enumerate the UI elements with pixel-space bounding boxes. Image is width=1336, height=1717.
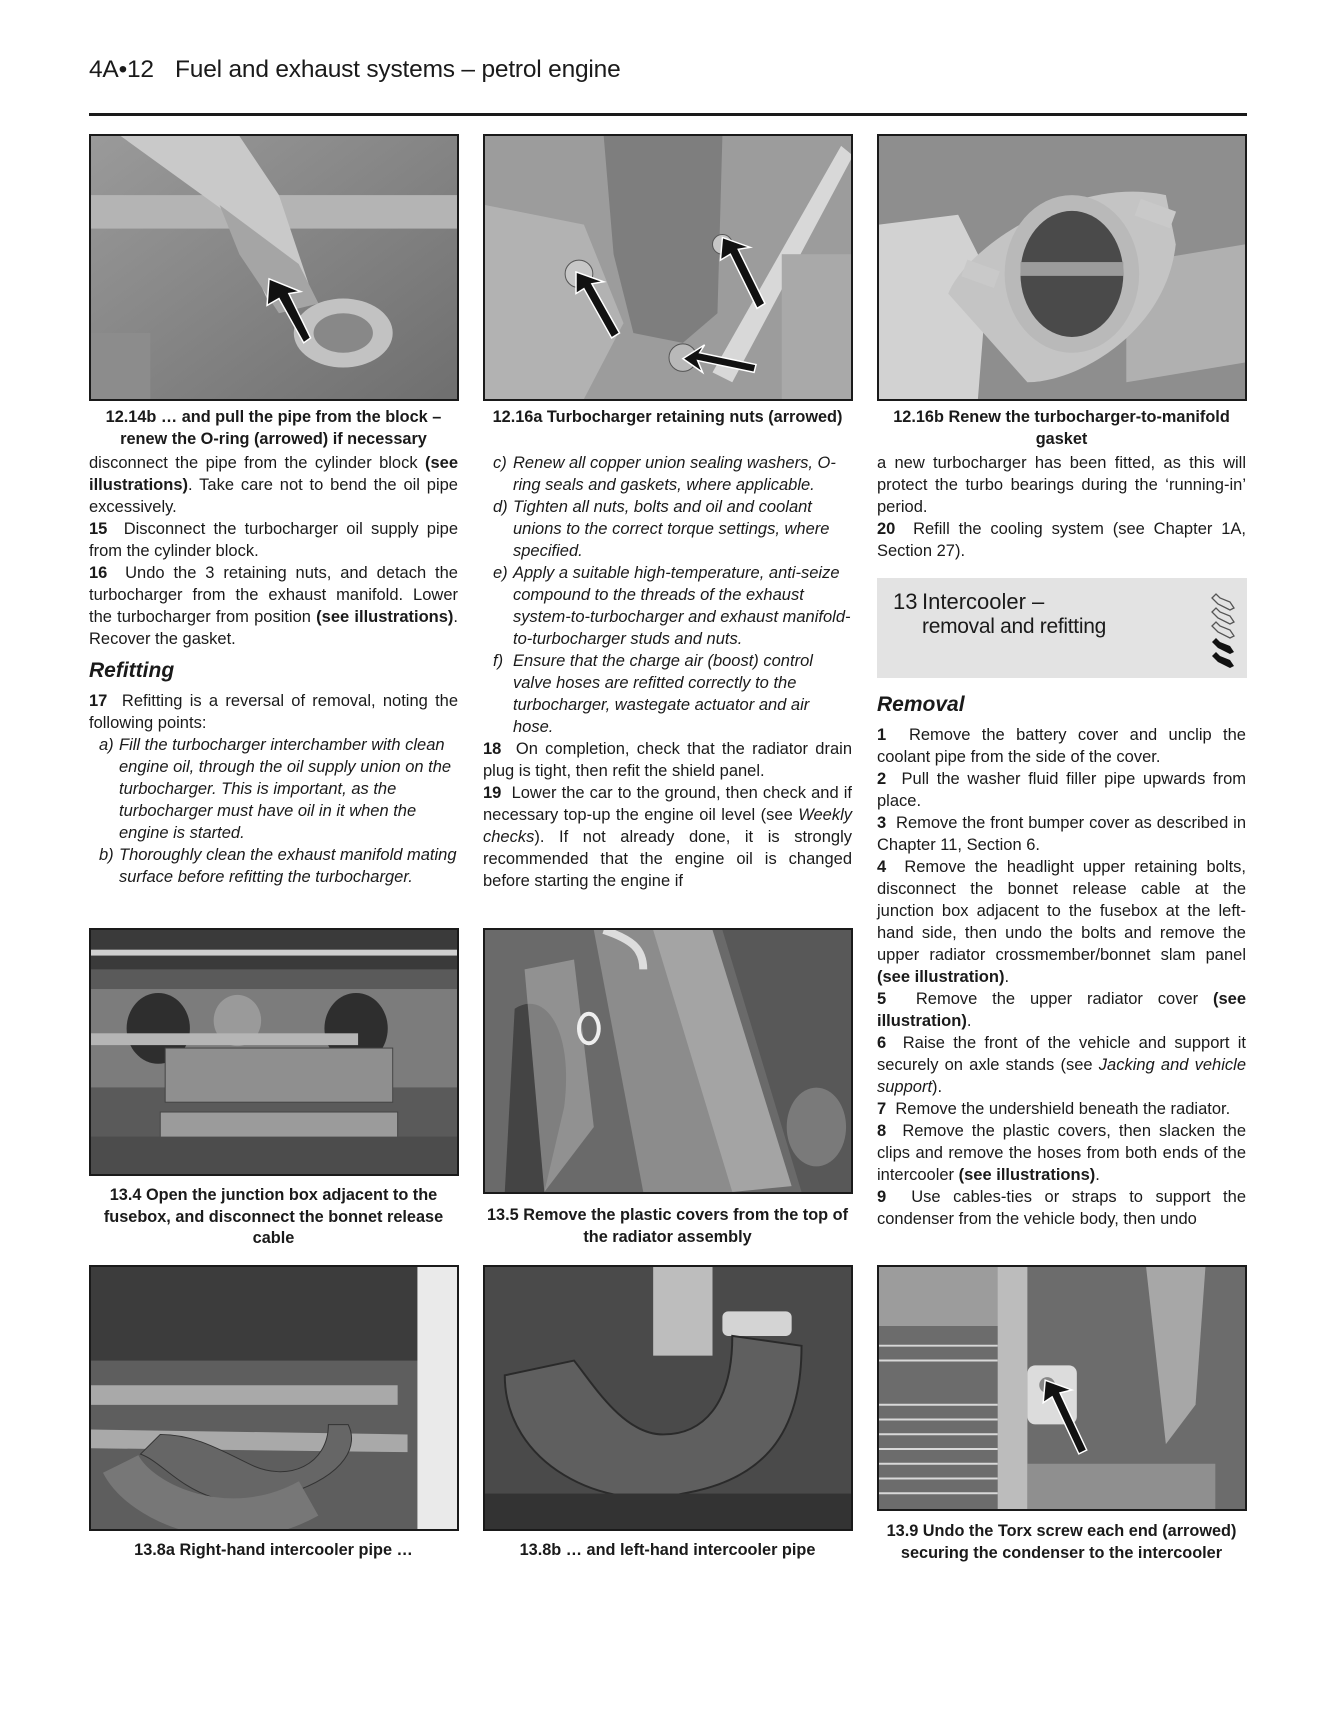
refitting-points-list-continued: [483, 452, 852, 738]
section-13-heading-box: [877, 578, 1247, 678]
paragraph-continued: a new turbocharger has been fitted, as this will protect the turbo bearings during the ‘running-in’ period.: [877, 454, 1246, 516]
refitting-points-list: [89, 734, 458, 888]
figure-13-8b-photo: [483, 1265, 853, 1531]
figure-12-16b-photo: [877, 134, 1247, 401]
page-header: [89, 58, 1247, 83]
figure-13-8a-caption: 13.8a Right-hand intercooler pipe …: [134, 1541, 413, 1559]
figure-12-16b-caption: 12.16b Renew the turbocharger-to-manifold gasket: [893, 408, 1230, 448]
removal-step-8: 8 Remove the plastic covers, then slacken the clips and remove the hoses from both ends of the intercooler (see illustrations).: [877, 1122, 1246, 1184]
removal-step-6: 6 Raise the front of the vehicle and support it securely on axle stands (see Jacking and vehicle support).: [877, 1034, 1246, 1096]
list-item: a) Fill the turbocharger interchamber with clean engine oil, through the oil supply union on the turbocharger. This is important, as the turbocharger must have oil in it when the engine is started.: [99, 736, 452, 842]
step-17: 17 Refitting is a reversal of removal, noting the following points:: [89, 692, 459, 732]
figure-13-4-caption: 13.4 Open the junction box adjacent to the fusebox, and disconnect the bonnet release cable: [103, 1186, 444, 1247]
list-item: e) Apply a suitable high-temperature, anti-seize compound to the threads of the exhaust system-to-turbocharger and exhaust manifold-to-turbocharger studs and nuts.: [493, 564, 851, 648]
figure-13-5-photo: [483, 928, 853, 1194]
step-18: 18 On completion, check that the radiator drain plug is tight, then refit the shield panel.: [483, 740, 852, 780]
figure-13-8a-photo: [89, 1265, 459, 1531]
removal-step-4: 4 Remove the headlight upper retaining bolts, disconnect the bonnet release cable at the junction box adjacent to the fusebox at the left-hand side, then undo the bolts and remove the upper radiator crossmember/bonnet slam panel (see illustration).: [877, 858, 1246, 986]
column-2-text: [483, 452, 852, 892]
list-item: b) Thoroughly clean the exhaust manifold mating surface before refitting the turbocharger.: [99, 846, 457, 886]
column-3-text-removal: [877, 688, 1246, 1230]
removal-step-5: 5 Remove the upper radiator cover (see illustration).: [877, 990, 1246, 1030]
removal-step-9: 9 Use cables-ties or straps to support the condenser from the vehicle body, then undo: [877, 1188, 1246, 1228]
refitting-heading: Refitting: [89, 659, 175, 682]
spanner-rating-icon: [1209, 592, 1237, 670]
chapter-title: Fuel and exhaust systems – petrol engine: [175, 56, 621, 83]
removal-heading: Removal: [877, 693, 965, 716]
figure-13-5-caption: 13.5 Remove the plastic covers from the top of the radiator assembly: [486, 1206, 848, 1246]
figure-13-9-photo: [877, 1265, 1247, 1511]
column-3-text-top: [877, 452, 1246, 562]
figure-13-8b-caption: 13.8b … and left-hand intercooler pipe: [519, 1541, 816, 1559]
figure-12-14b-caption: 12.14b … and pull the pipe from the block – renew the O-ring (arrowed) if necessary: [105, 408, 442, 448]
removal-step-3: 3 Remove the front bumper cover as described in Chapter 11, Section 6.: [877, 814, 1247, 854]
list-item: c) Renew all copper union sealing washers, O-ring seals and gaskets, where applicable.: [493, 454, 836, 494]
list-item: d) Tighten all nuts, bolts and oil and coolant unions to the correct torque settings, where specified.: [493, 498, 830, 560]
step-15: 15 Disconnect the turbocharger oil supply pipe from the cylinder block.: [89, 520, 458, 560]
figure-13-4-photo: [89, 928, 459, 1176]
removal-step-1: 1 Remove the battery cover and unclip the coolant pipe from the side of the cover.: [877, 726, 1246, 766]
header-rule: [89, 113, 1247, 116]
column-1-text: [89, 452, 458, 888]
section-title: Intercooler –: [922, 589, 1045, 614]
page-reference: 4A•12: [89, 56, 154, 83]
figure-12-16a-caption: 12.16a Turbocharger retaining nuts (arrowed): [492, 408, 843, 426]
removal-step-2: 2 Pull the washer fluid filler pipe upwards from place.: [877, 770, 1246, 810]
page-title: [89, 58, 1247, 83]
step-16: 16 Undo the 3 retaining nuts, and detach the turbocharger from the exhaust manifold. Lower the turbocharger from position (see illustrations). Recover the gasket.: [89, 564, 458, 648]
paragraph-continued: disconnect the pipe from the cylinder block (see illustrations). Take care not to bend the oil pipe excessively.: [89, 454, 458, 516]
list-item: f) Ensure that the charge air (boost) control valve hoses are refitted correctly to the turbocharger, wastegate actuator and air hose.: [493, 652, 813, 736]
section-number: 13: [893, 589, 918, 614]
step-20: 20 Refill the cooling system (see Chapter 1A, Section 27).: [877, 520, 1246, 560]
figure-12-16a-photo: [483, 134, 853, 401]
section-subtitle: removal and refitting: [922, 615, 1106, 638]
figure-13-9-caption: 13.9 Undo the Torx screw each end (arrowed) securing the condenser to the intercooler: [886, 1522, 1237, 1562]
step-19: 19 Lower the car to the ground, then check and if necessary top-up the engine oil level (see Weekly checks). If not already done, it is strongly recommended that the engine oil is changed before starting the engine if: [483, 784, 852, 890]
figure-12-14b-photo: [89, 134, 459, 401]
removal-step-7: 7 Remove the undershield beneath the radiator.: [877, 1100, 1231, 1118]
